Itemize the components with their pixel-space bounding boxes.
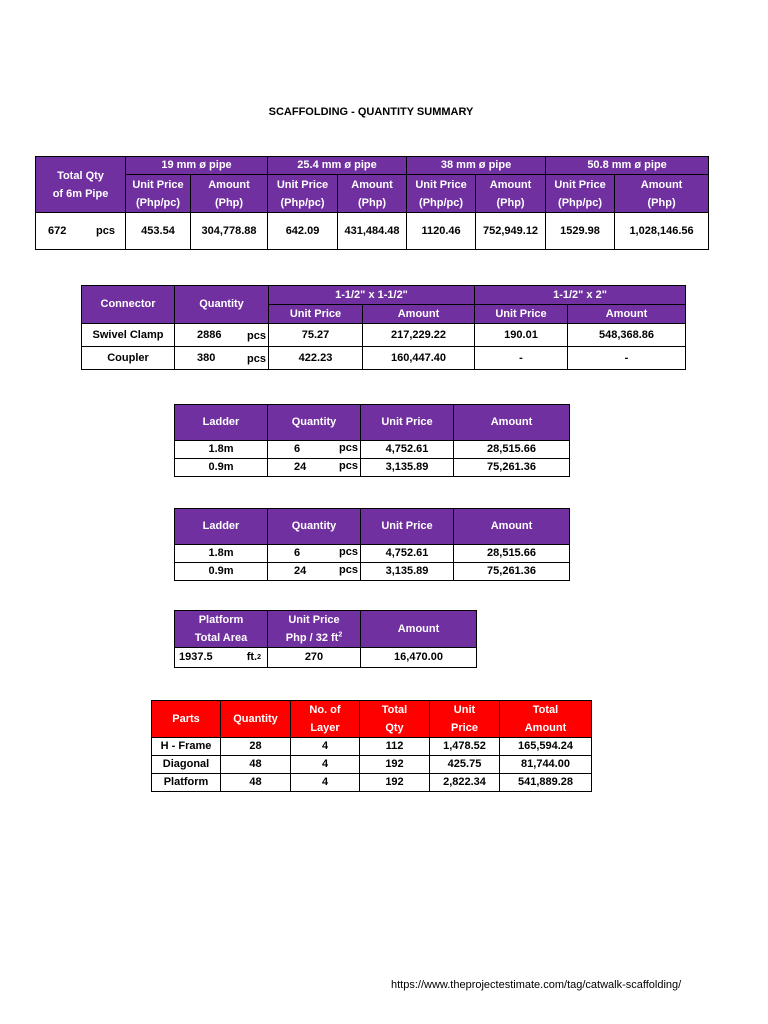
part-name: Platform	[152, 774, 221, 792]
quantity-cell: 48	[221, 756, 291, 774]
amount-header: Amount	[454, 405, 570, 441]
unit-price-cell: 4,752.61	[361, 441, 454, 459]
unit-price-header: Unit Price	[430, 701, 500, 738]
platform-table	[174, 610, 477, 668]
unit-price-header: Unit Price	[361, 405, 454, 441]
amount-header: Amount	[361, 611, 477, 648]
total-amount-cell: 541,889.28	[500, 774, 592, 792]
quantity-header: Quantity	[268, 405, 361, 441]
value-cell: 1120.46	[407, 213, 476, 250]
amount-cell: 16,470.00	[361, 648, 477, 668]
value-cell: 1529.98	[546, 213, 615, 250]
total-amount-cell: 165,594.24	[500, 738, 592, 756]
size-group-header: 1-1/2" x 1-1/2"	[269, 286, 475, 305]
part-name: Diagonal	[152, 756, 221, 774]
layer-cell: 4	[291, 774, 360, 792]
unit-price-cell: 2,822.34	[430, 774, 500, 792]
ladder-header: Ladder	[175, 509, 268, 545]
unit-price-cell: 270	[268, 648, 361, 668]
amount-header: Amount (Php)	[338, 175, 407, 213]
quantity-cell: 28	[221, 738, 291, 756]
quantity-cell: 2886 pcs	[175, 324, 269, 347]
page-title: SCAFFOLDING - QUANTITY SUMMARY	[268, 106, 474, 118]
ladder-header: Ladder	[175, 405, 268, 441]
pipe-group-header: 38 mm ø pipe	[407, 157, 546, 175]
unit-price-cell: 3,135.89	[361, 459, 454, 477]
ladder-size: 0.9m	[175, 563, 268, 581]
source-url: https://www.theprojectestimate.com/tag/catwalk-scaffolding/	[391, 979, 682, 991]
platform-unit-price-header: Unit Price Php / 32 $ft^2$	[268, 611, 361, 648]
amount-header: Amount (Php)	[476, 175, 546, 213]
quantity-cell: 6 pcs	[268, 441, 361, 459]
ladder-size: 0.9m	[175, 459, 268, 477]
ladder-table	[174, 404, 570, 477]
value-cell: 190.01	[475, 324, 568, 347]
unit-price-header: Unit Price (Php/pc)	[407, 175, 476, 213]
value-cell: 160,447.40	[363, 347, 475, 370]
quantity-header: Quantity	[175, 286, 269, 324]
value-cell: 431,484.48	[338, 213, 407, 250]
unit-price-cell: 425.75	[430, 756, 500, 774]
unit-price-header: Unit Price (Php/pc)	[546, 175, 615, 213]
total-amount-header: Total Amount	[500, 701, 592, 738]
value-cell: 422.23	[269, 347, 363, 370]
table-row	[36, 213, 709, 250]
total-qty-header: Total Qty of 6m Pipe	[36, 157, 126, 213]
value-cell: 453.54	[126, 213, 191, 250]
value-cell: 304,778.88	[191, 213, 268, 250]
total-qty-cell: 672 pcs	[36, 213, 126, 250]
table-row	[152, 774, 592, 792]
unit-price-header: Unit Price	[269, 305, 363, 324]
unit-price-header: Unit Price (Php/pc)	[268, 175, 338, 213]
unit-price-cell: 1,478.52	[430, 738, 500, 756]
quantity-cell: 24 pcs	[268, 563, 361, 581]
total-amount-cell: 81,744.00	[500, 756, 592, 774]
layer-cell: 4	[291, 738, 360, 756]
amount-header: Amount	[454, 509, 570, 545]
table-row	[82, 347, 686, 370]
quantity-cell: 6 pcs	[268, 545, 361, 563]
table-row	[175, 441, 570, 459]
table-row	[175, 648, 477, 668]
parts-header: Parts	[152, 701, 221, 738]
amount-header: Amount (Php)	[191, 175, 268, 213]
pipe-group-header: 50.8 mm ø pipe	[546, 157, 709, 175]
value-cell: 217,229.22	[363, 324, 475, 347]
value-cell: -	[475, 347, 568, 370]
value-cell: -	[568, 347, 686, 370]
table-row	[82, 324, 686, 347]
layer-cell: 4	[291, 756, 360, 774]
amount-header: Amount (Php)	[615, 175, 709, 213]
total-qty-cell: 192	[360, 774, 430, 792]
table-row	[152, 756, 592, 774]
amount-cell: 75,261.36	[454, 459, 570, 477]
quantity-header: Quantity	[221, 701, 291, 738]
ladder-size: 1.8m	[175, 545, 268, 563]
table-row	[175, 545, 570, 563]
value-cell: 548,368.86	[568, 324, 686, 347]
connector-table	[81, 285, 686, 370]
total-qty-header: Total Qty	[360, 701, 430, 738]
amount-header: Amount	[363, 305, 475, 324]
ladder-size: 1.8m	[175, 441, 268, 459]
unit-price-cell: 3,135.89	[361, 563, 454, 581]
table-row	[175, 459, 570, 477]
platform-area-cell: 1937.5 ft. 2	[175, 648, 268, 668]
unit-price-header: Unit Price (Php/pc)	[126, 175, 191, 213]
unit-price-header: Unit Price	[361, 509, 454, 545]
unit-price-cell: 4,752.61	[361, 545, 454, 563]
table-row	[152, 738, 592, 756]
unit-price-header: Unit Price	[475, 305, 568, 324]
value-cell: 642.09	[268, 213, 338, 250]
quantity-cell: 48	[221, 774, 291, 792]
quantity-header: Quantity	[268, 509, 361, 545]
amount-header: Amount	[568, 305, 686, 324]
layer-header: No. of Layer	[291, 701, 360, 738]
part-name: H - Frame	[152, 738, 221, 756]
parts-table	[151, 700, 592, 792]
connector-name: Coupler	[82, 347, 175, 370]
value-cell: 1,028,146.56	[615, 213, 709, 250]
connector-name: Swivel Clamp	[82, 324, 175, 347]
quantity-cell: 24 pcs	[268, 459, 361, 477]
value-cell: 75.27	[269, 324, 363, 347]
total-qty-cell: 192	[360, 756, 430, 774]
ladder-table	[174, 508, 570, 581]
quantity-cell: 380 pcs	[175, 347, 269, 370]
total-qty-cell: 112	[360, 738, 430, 756]
amount-cell: 28,515.66	[454, 441, 570, 459]
platform-area-header: Platform Total Area	[175, 611, 268, 648]
table-row	[175, 563, 570, 581]
value-cell: 752,949.12	[476, 213, 546, 250]
amount-cell: 75,261.36	[454, 563, 570, 581]
pipe-table	[35, 156, 709, 250]
amount-cell: 28,515.66	[454, 545, 570, 563]
connector-header: Connector	[82, 286, 175, 324]
pipe-group-header: 19 mm ø pipe	[126, 157, 268, 175]
size-group-header: 1-1/2" x 2"	[475, 286, 686, 305]
pipe-group-header: 25.4 mm ø pipe	[268, 157, 407, 175]
